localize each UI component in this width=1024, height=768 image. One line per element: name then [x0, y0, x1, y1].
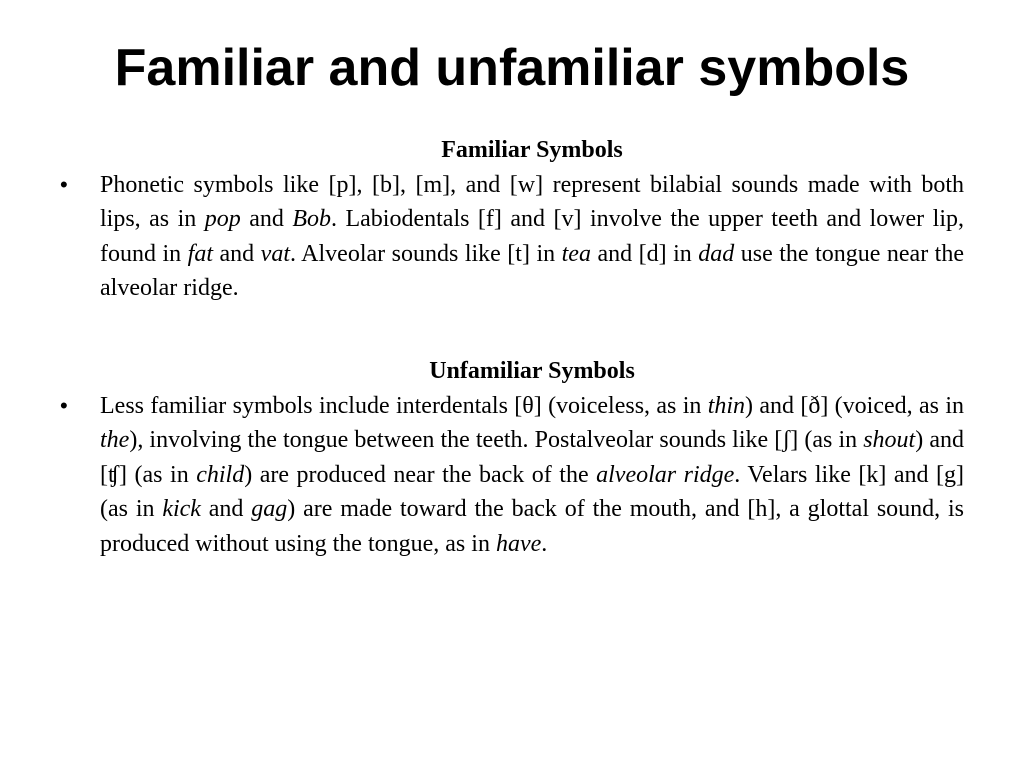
example-word: tea — [561, 240, 591, 267]
bullet-item — [60, 389, 964, 562]
example-word: dad — [698, 240, 735, 267]
section-heading: Familiar Symbols — [441, 137, 623, 163]
bullet-text — [100, 168, 964, 306]
text-run: Less familiar symbols include interdentals [θ] (voiceless, as in — [100, 392, 708, 419]
bullet-text — [100, 389, 964, 562]
slide-title: Familiar and unfamiliar symbols — [114, 39, 910, 97]
example-word: Bob — [292, 206, 332, 232]
text-run: and — [200, 496, 252, 522]
text-run: . Alveolar sounds like [t] in — [290, 240, 562, 267]
section-familiar-symbols — [60, 133, 964, 306]
example-word: kick — [162, 496, 201, 522]
text-run: ) are made toward the back of the mouth, and [h], a glottal sound, is produced without using the tongue, as in — [100, 496, 964, 557]
example-word: pop — [204, 206, 241, 232]
text-run: ) and [ʧ] (as in — [100, 427, 964, 488]
text-run: . Labiodentals [f] and [v] involve the upper teeth and lower lip, found in — [100, 206, 964, 267]
bullet-item — [60, 168, 964, 306]
text-run: and — [213, 240, 261, 267]
example-word: thin — [707, 392, 746, 419]
text-run: ) and [ð] (voiced, as in — [745, 392, 964, 419]
text-run: and — [240, 206, 293, 232]
bullet-icon: • — [60, 392, 68, 418]
section-heading: Unfamiliar Symbols — [429, 358, 635, 384]
text-run: ), involving the tongue between the teeth. Postalveolar sounds like [ʃ] (as in — [129, 427, 864, 453]
bullet-icon: • — [60, 171, 68, 197]
text-run: Phonetic symbols like [p], [b], [m], and [w] represent bilabial sounds made with both lips, as in — [100, 171, 964, 232]
example-word: the — [100, 427, 130, 453]
example-word: have — [495, 530, 542, 557]
example-word: gag — [251, 496, 288, 522]
example-word: alveolar ridge — [596, 461, 735, 488]
example-word: fat — [187, 240, 214, 267]
text-run: . — [541, 530, 548, 557]
example-word: vat — [260, 240, 290, 267]
text-run: ) are produced near the back of the — [244, 461, 597, 488]
example-word: child — [196, 461, 245, 488]
section-unfamiliar-symbols — [60, 354, 964, 561]
example-word: shout — [863, 427, 916, 453]
text-run: and [d] in — [590, 240, 699, 267]
text-run: . Velars like [k] and [g] (as in — [100, 461, 965, 522]
text-run: use the tongue near the alveolar ridge. — [100, 240, 965, 301]
